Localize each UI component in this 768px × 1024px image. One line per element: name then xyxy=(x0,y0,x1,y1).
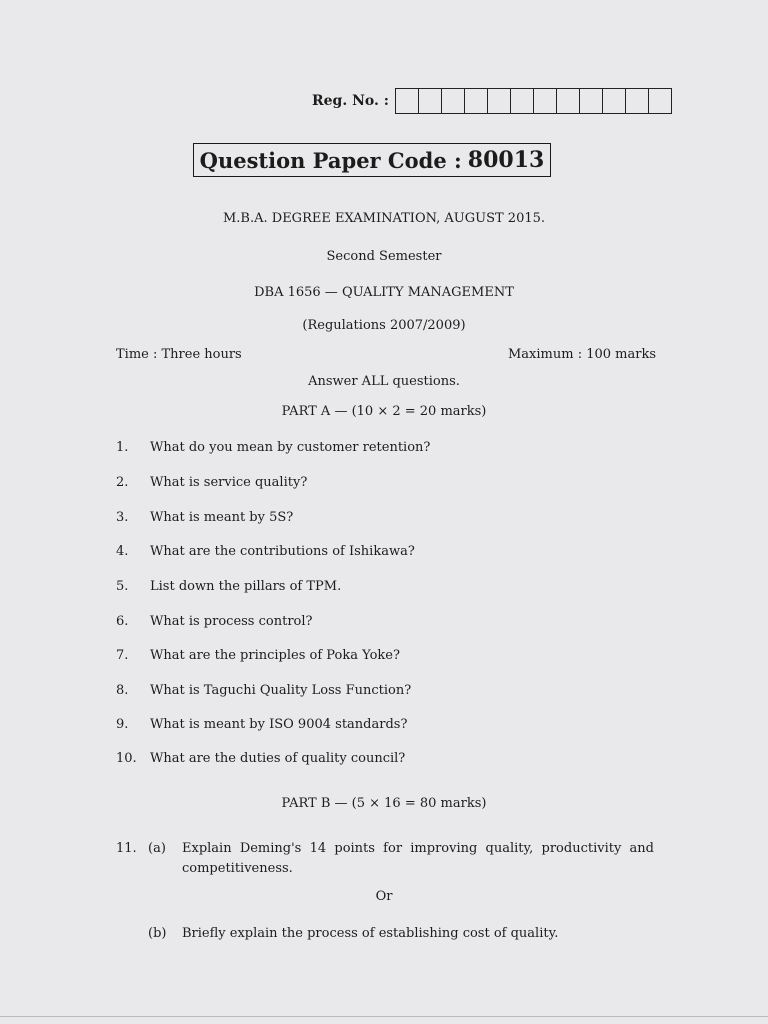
question-text: Briefly explain the process of establishing cost of quality. xyxy=(182,926,559,941)
question-number: 8. xyxy=(116,683,129,698)
reg-number-boxes xyxy=(395,88,672,114)
question-paper-code-label: Question Paper Code : xyxy=(199,147,462,173)
part-b-question-11a xyxy=(116,839,654,879)
part-a-question xyxy=(116,751,405,766)
question-number: 5. xyxy=(116,579,129,594)
part-a-question xyxy=(116,510,293,525)
part-a-question xyxy=(116,579,341,594)
or-separator: Or xyxy=(375,889,393,904)
reg-number-box xyxy=(396,89,419,113)
question-text: Explain Deming's 14 points for improving quality, productivity and competitiveness. xyxy=(182,841,654,876)
exam-max-marks: Maximum : 100 marks xyxy=(507,347,656,362)
question-text: What is meant by 5S? xyxy=(150,510,294,525)
reg-number-box xyxy=(465,89,488,113)
part-a-question xyxy=(116,683,411,698)
reg-number-box xyxy=(419,89,442,113)
exam-title: M.B.A. DEGREE EXAMINATION, AUGUST 2015. xyxy=(222,211,546,226)
reg-number-box xyxy=(488,89,511,113)
question-text: List down the pillars of TPM. xyxy=(150,579,342,594)
question-number: 4. xyxy=(116,544,129,559)
part-b-heading: PART B — (5 × 16 = 80 marks) xyxy=(281,796,487,811)
question-option-label: (a) xyxy=(148,841,166,856)
reg-number-box xyxy=(534,89,557,113)
reg-number-row xyxy=(312,88,672,114)
reg-number-label: Reg. No. : xyxy=(312,93,389,109)
reg-number-box xyxy=(626,89,649,113)
part-a-heading: PART A — (10 × 2 = 20 marks) xyxy=(281,404,487,419)
reg-number-box xyxy=(511,89,534,113)
question-text: What do you mean by customer retention? xyxy=(150,440,431,455)
reg-number-box xyxy=(442,89,465,113)
page-bottom-edge xyxy=(0,1016,768,1017)
question-text: What is Taguchi Quality Loss Function? xyxy=(150,683,412,698)
question-text: What is meant by ISO 9004 standards? xyxy=(150,717,408,732)
question-text: What are the duties of quality council? xyxy=(150,751,406,766)
part-a-question xyxy=(116,614,313,629)
reg-number-box xyxy=(580,89,603,113)
reg-number-box xyxy=(603,89,626,113)
part-a-question xyxy=(116,648,400,663)
question-number: 10. xyxy=(116,751,137,766)
question-number: 7. xyxy=(116,648,129,663)
question-text: What is process control? xyxy=(150,614,313,629)
question-number: 11. xyxy=(116,841,137,856)
question-option-label: (b) xyxy=(148,926,167,941)
question-text: What are the principles of Poka Yoke? xyxy=(150,648,400,663)
question-number: 6. xyxy=(116,614,129,629)
question-number: 9. xyxy=(116,717,129,732)
question-text: What is service quality? xyxy=(150,475,308,490)
part-a-question xyxy=(116,717,407,732)
question-number-spacer xyxy=(116,924,148,944)
question-number: 2. xyxy=(116,475,129,490)
time-marks-row xyxy=(116,347,656,362)
question-paper-code-box xyxy=(193,143,551,177)
exam-semester: Second Semester xyxy=(326,249,442,264)
exam-subject: DBA 1656 — QUALITY MANAGEMENT xyxy=(254,285,514,300)
exam-instruction: Answer ALL questions. xyxy=(308,374,460,389)
question-number: 1. xyxy=(116,440,129,455)
reg-number-box xyxy=(557,89,580,113)
question-text: What are the contributions of Ishikawa? xyxy=(150,544,415,559)
question-paper-code-number: 80013 xyxy=(467,147,545,173)
exam-regulations: (Regulations 2007/2009) xyxy=(302,318,466,333)
reg-number-box xyxy=(649,89,671,113)
exam-time: Time : Three hours xyxy=(116,347,242,362)
part-a-question xyxy=(116,544,415,559)
part-a-question xyxy=(116,475,307,490)
part-b-question-11b xyxy=(116,924,654,944)
question-number: 3. xyxy=(116,510,129,525)
part-a-question xyxy=(116,440,430,455)
